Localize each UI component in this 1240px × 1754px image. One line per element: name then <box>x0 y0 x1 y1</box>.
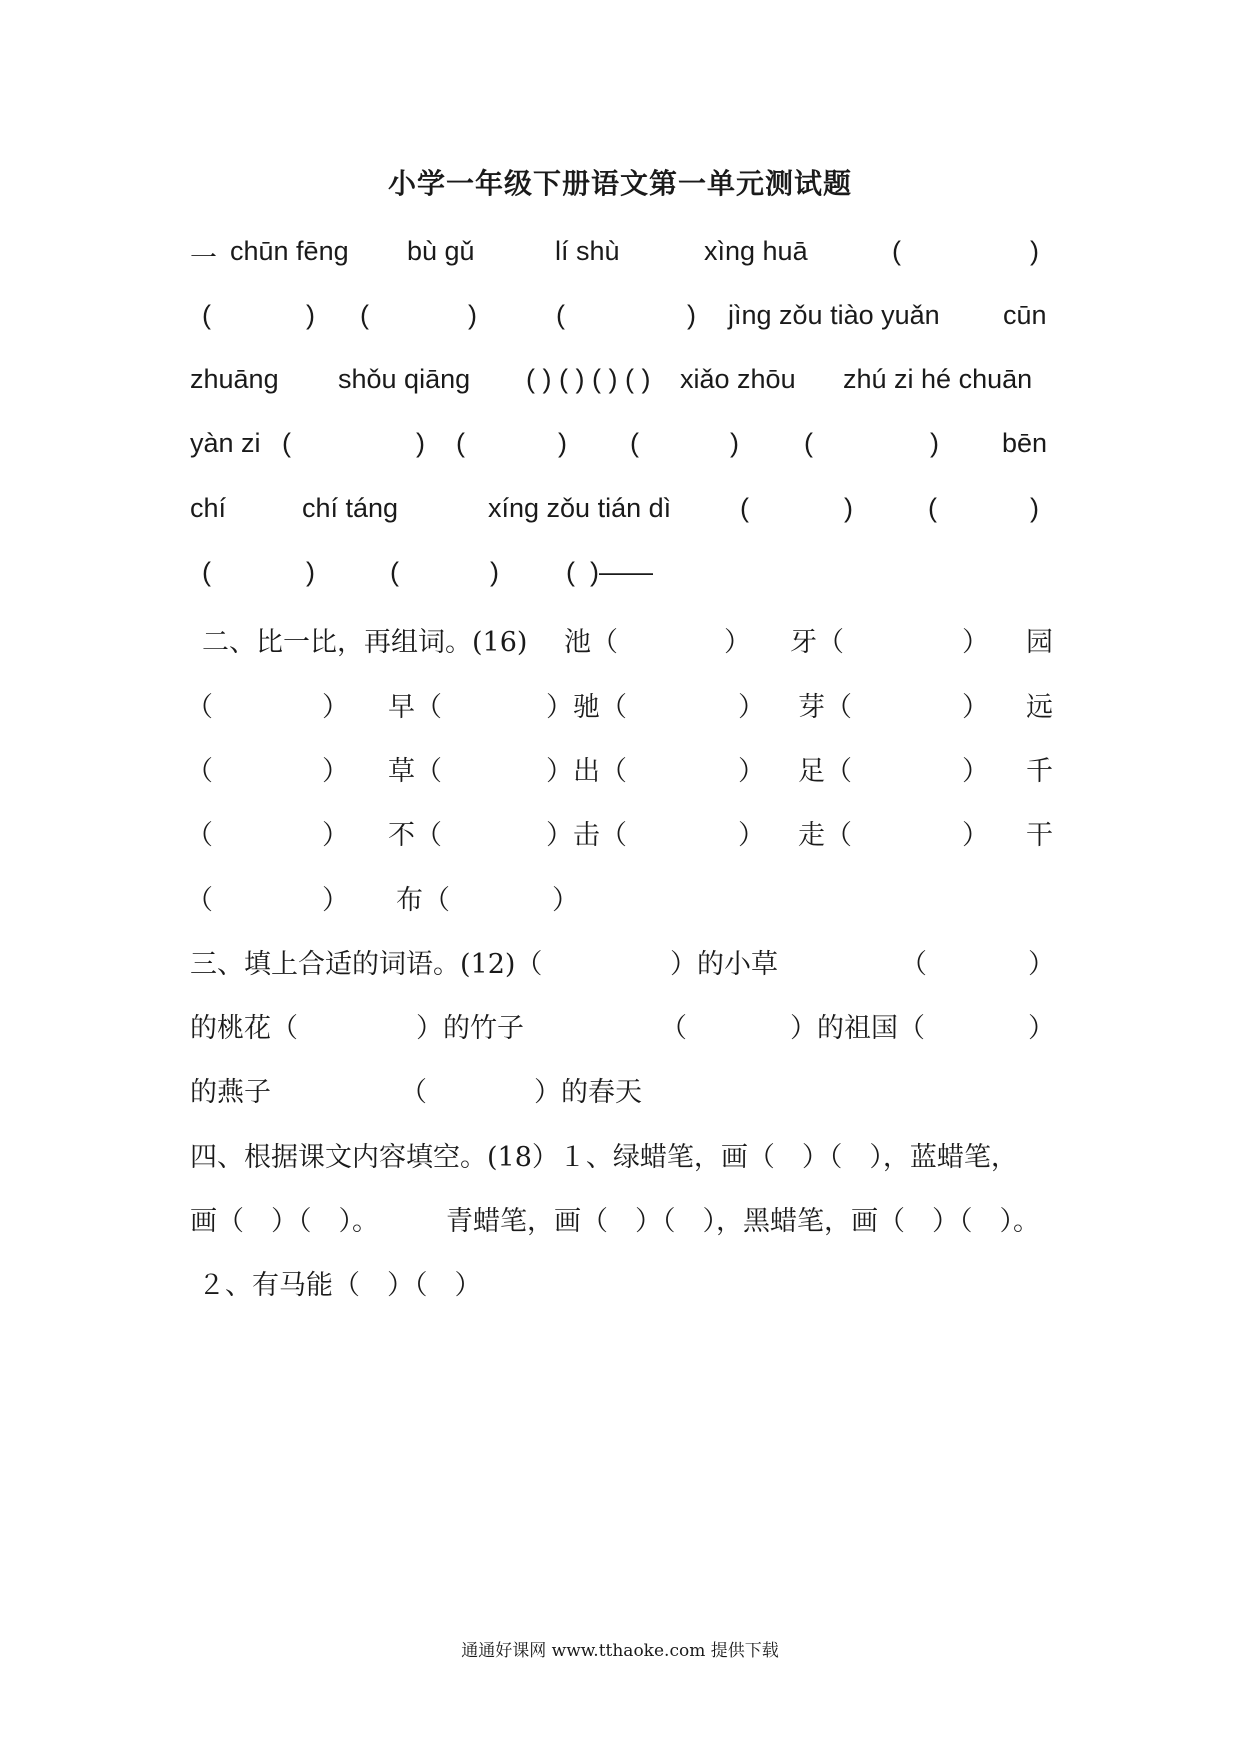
blank-open: （ <box>400 1077 427 1108</box>
blank-close: ） <box>322 820 349 851</box>
section3-line2 <box>190 1006 1060 1046</box>
blank-close: ） <box>738 820 765 851</box>
blank-dash: ( )—— <box>566 557 653 587</box>
fill-phrase: 的燕子 <box>190 1077 271 1108</box>
blank-open: ( <box>360 300 369 330</box>
compare-char: 不（ <box>388 820 442 851</box>
blank-open: ( <box>804 428 813 458</box>
fill-sentence: ２、有马能（ ）（ ） <box>198 1270 482 1301</box>
blank-close: ） <box>1028 1013 1055 1044</box>
pinyin-item: cūn <box>1003 300 1047 330</box>
blank-close: ) <box>1030 493 1039 523</box>
compare-char: ）出（ <box>546 756 627 787</box>
compare-char: 足（ <box>798 756 852 787</box>
compare-char: 千 <box>1026 756 1053 787</box>
section1-number: 一 <box>190 243 217 274</box>
blank-close: ) <box>490 557 499 587</box>
fill-phrase: ）的祖国（ <box>790 1013 925 1044</box>
fill-phrase: 的桃花（ <box>190 1013 298 1044</box>
pinyin-item: chí táng <box>302 493 399 523</box>
blank-close: ) <box>416 428 425 458</box>
section2-heading: 二、比一比，再组词。(16) <box>202 627 528 658</box>
pinyin-item: xiǎo zhōu <box>680 364 796 394</box>
blank-close: ) <box>306 300 315 330</box>
blank-open: ( <box>390 557 399 587</box>
blank-close: ） <box>962 627 989 658</box>
pinyin-item: xíng zǒu tián dì <box>488 493 672 523</box>
blank-open: ( <box>928 493 937 523</box>
blank-open: （ <box>186 820 213 851</box>
blank-open: ( <box>202 300 211 330</box>
compare-char: 草（ <box>388 756 442 787</box>
pinyin-item: bēn <box>1002 428 1048 458</box>
section4-line1 <box>190 1135 1060 1175</box>
blank-close: ） <box>322 692 349 723</box>
page-title: 小学一年级下册语文第一单元测试题 <box>387 167 852 200</box>
blank-close: ） <box>1028 949 1055 980</box>
pinyin-item: jìng zǒu tiào yuǎn <box>728 300 940 330</box>
blank-close: ） <box>738 692 765 723</box>
download-footer: 通通好课网 www.tthaoke.com 提供下载 <box>461 1641 779 1661</box>
fill-sentence: 青蜡笔，画（ ）（ ），黑蜡笔，画（ ）（ ）。 <box>446 1206 1040 1237</box>
blank-open: （ <box>900 949 927 980</box>
pinyin-item: bù gǔ <box>407 236 475 266</box>
fill-phrase: ）的春天 <box>534 1077 642 1108</box>
fill-phrase: ）的小草 <box>670 949 778 980</box>
section4-line2 <box>190 1199 1060 1239</box>
section3-heading: 三、填上合适的词语。(12)（ <box>190 949 543 980</box>
pinyin-item: zhuāng <box>190 364 279 394</box>
section2-line5 <box>186 878 1060 918</box>
blank-open: ( <box>202 557 211 587</box>
section4-line3 <box>190 1263 1060 1303</box>
section1-line2 <box>190 300 1060 340</box>
section1-line1 <box>190 236 1060 276</box>
pinyin-item: yàn zi <box>190 428 261 458</box>
compare-char: ）击（ <box>546 820 627 851</box>
blank-open: ( <box>556 300 565 330</box>
section4-heading: 四、根据课文内容填空。(18）１、绿蜡笔，画（ ）（ ），蓝蜡笔， <box>190 1142 1018 1173</box>
compare-char: 早（ <box>388 692 442 723</box>
fill-sentence: 画（ ）（ ）。 <box>190 1206 379 1237</box>
section1-line5 <box>190 493 1060 533</box>
section2-line4 <box>186 813 1060 853</box>
blank-open: ( <box>456 428 465 458</box>
blank-close: ） <box>552 885 579 916</box>
blank-open: ( <box>282 428 291 458</box>
blank-close: ） <box>322 885 349 916</box>
blank-close: ） <box>962 692 989 723</box>
blank-open: （ <box>186 692 213 723</box>
blank-close: ） <box>724 627 751 658</box>
blank-open: （ <box>186 756 213 787</box>
section1-line3 <box>190 364 1060 404</box>
compare-char: 布（ <box>396 885 450 916</box>
blank-close: ) <box>558 428 567 458</box>
blank-close: ) <box>930 428 939 458</box>
section1-line4 <box>190 428 1060 468</box>
blank-open: （ <box>660 1013 687 1044</box>
pinyin-item: lí shù <box>555 236 620 266</box>
compare-char: 牙（ <box>790 627 844 658</box>
blank-close: ） <box>322 756 349 787</box>
pinyin-item: zhú zi hé chuān <box>843 364 1033 394</box>
blank-open: ( <box>740 493 749 523</box>
compare-char: 芽（ <box>798 692 852 723</box>
blank-close: ) <box>687 300 696 330</box>
blank-close: ) <box>844 493 853 523</box>
blank-close: ) <box>306 557 315 587</box>
blank-close: ） <box>962 820 989 851</box>
section2-line3 <box>186 749 1060 789</box>
blank-open: ( <box>630 428 639 458</box>
pinyin-item: xìng huā <box>704 236 808 266</box>
blank-close: ） <box>738 756 765 787</box>
compare-char: 园 <box>1026 627 1053 658</box>
blank-group: ( ) ( ) ( ) ( ) <box>526 364 651 394</box>
blank-close: ) <box>730 428 739 458</box>
section3-line1 <box>190 942 1060 982</box>
pinyin-item: chí <box>190 493 227 523</box>
section3-line3 <box>190 1070 1060 1110</box>
compare-char: 池（ <box>564 627 618 658</box>
blank-close: ) <box>468 300 477 330</box>
section2-line2 <box>186 685 1060 725</box>
blank-open: （ <box>186 885 213 916</box>
compare-char: ）驰（ <box>546 692 627 723</box>
compare-char: 走（ <box>798 820 852 851</box>
section2-line1 <box>190 620 1060 660</box>
compare-char: 远 <box>1026 692 1053 723</box>
blank-close: ) <box>1030 236 1039 266</box>
fill-phrase: ）的竹子 <box>416 1013 524 1044</box>
compare-char: 干 <box>1026 820 1053 851</box>
pinyin-item: chūn fēng <box>230 236 349 266</box>
section1-line6 <box>190 557 1060 597</box>
blank-open: ( <box>892 236 901 266</box>
pinyin-item: shǒu qiāng <box>338 364 471 394</box>
blank-close: ） <box>962 756 989 787</box>
